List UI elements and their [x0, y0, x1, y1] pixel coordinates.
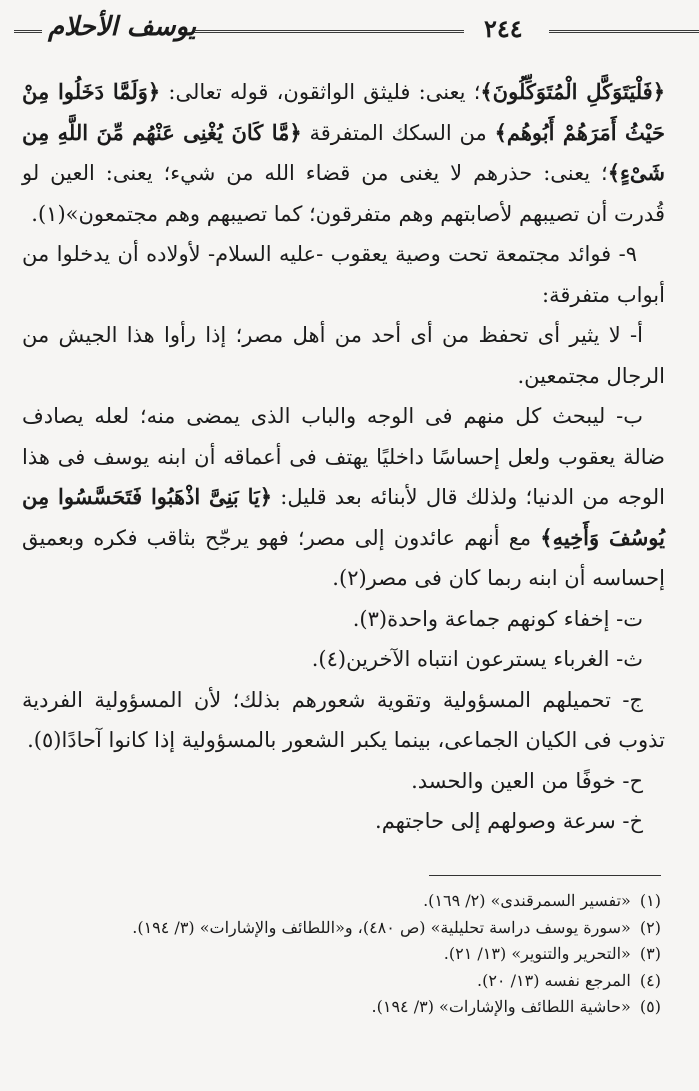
- footnote-ref: (٥): [33, 728, 62, 752]
- text-span: .: [332, 566, 339, 590]
- quran-quote: ﴿يَا بَنِىَّ اذْهَبُوا فَتَحَسَّسُوا مِن يُوسُفَ وَأَخِيهِ﴾: [22, 484, 665, 550]
- footnote-divider: [429, 875, 661, 876]
- text-span: ث- الغرباء يسترعون انتباه الآخرين: [346, 647, 643, 671]
- quran-quote: ﴿وَلَمَّا دَخَلُوا مِنْ حَيْثُ أَمَرَهُمْ أَبُوهُم﴾: [22, 79, 665, 145]
- footnote-text: «سورة يوسف دراسة تحليلية» (ص ٤٨٠)، و«اللطائف والإشارات» (٣/ ١٩٤).: [132, 917, 631, 937]
- text-span: ؛ يعنى: حذرهم لا يغنى من قضاء الله من شيء؛ يعنى: العين لو قُدرت أن تصيبهم لأصابتهم وهم متفرقون؛ كما تصيبهم وهم مجتمعون»: [22, 161, 665, 226]
- list-item-kh: خ- سرعة وصولهم إلى حاجتهم.: [375, 809, 643, 833]
- footnote-ref: (٢): [338, 566, 367, 590]
- text-span: مع أنهم عائدون إلى مصر؛ فهو يرجّح بثاقب فكره وبعميق إحساسه أن ابنه ربما كان فى مصر: [22, 525, 665, 590]
- main-text: [22, 72, 665, 842]
- running-title: يوسف الأحلام: [48, 12, 197, 42]
- footnote-text: المرجع نفسه (١٣/ ٢٠).: [477, 970, 631, 990]
- list-item-h: ح- خوفًا من العين والحسد.: [411, 768, 643, 793]
- text-span: ب- ليبحث كل منهم فى الوجه والباب الذى يمضى منه؛ لعله يصادف ضالة يعقوب ولعل إحساسًا داخليًا يهتف فى أعماقه أن ابنه يوسف فى هذا الوجه من الدنيا؛ ولذلك قال لأبنائه بعد قليل:: [22, 404, 665, 509]
- footnote-text: «تفسير السمرقندى» (٢/ ١٦٩).: [423, 891, 631, 910]
- text-span: من السكك المتفرقة: [301, 120, 495, 145]
- footnote-ref: (١): [37, 201, 66, 226]
- header-rule-left: [14, 30, 42, 33]
- quran-quote: ﴿فَلْيَتَوَكَّلِ الْمُتَوَكِّلُونَ﴾: [480, 79, 665, 104]
- text-span: .: [27, 728, 34, 752]
- footnote-5: [30, 994, 661, 1021]
- header-rule-right: [549, 30, 699, 33]
- paragraph-1: [22, 72, 665, 234]
- text-span: .: [352, 606, 360, 631]
- footnote-number: (٣): [639, 944, 661, 963]
- text-span: .: [31, 201, 38, 226]
- text-span: .: [311, 647, 319, 671]
- list-item-th: [22, 639, 665, 680]
- list-item-b: [22, 396, 665, 599]
- footnote-text: «التحرير والتنوير» (١٣/ ٢١).: [443, 944, 631, 963]
- footnote-ref: (٤): [318, 647, 347, 671]
- list-item-j: [22, 680, 665, 761]
- header-rule-middle: [194, 30, 464, 33]
- page-number: ٢٤٤: [484, 14, 523, 43]
- paragraph-2: ٩- فوائد مجتمعة تحت وصية يعقوب -عليه السلام- لأولاده أن يدخلوا من أبواب متفرقة:: [22, 242, 665, 307]
- footnote-1: [30, 888, 661, 915]
- text-span: ؛ يعنى: فليثق الواثقون، قوله تعالى:: [160, 80, 481, 104]
- text-span: ج- تحميلهم المسؤولية وتقوية شعورهم بذلك؛ لأن المسؤولية الفردية تذوب فى الكيان الجماعى، بينما يكبر الشعور بالمسؤولية إذا كانوا آحادًا: [22, 687, 665, 752]
- footnote-ref: (٣): [359, 606, 388, 631]
- footnote-number: (٥): [639, 997, 661, 1016]
- list-item-t: [22, 599, 665, 640]
- footnote-4: [30, 968, 661, 995]
- footnote-3: [30, 941, 661, 968]
- quran-quote: ﴿مَّا كَانَ يُغْنِى عَنْهُم مِّنَ اللَّهِ مِن شَىْءٍ﴾: [22, 119, 665, 185]
- footnote-number: (١): [639, 891, 661, 910]
- footnote-number: (٢): [639, 917, 661, 937]
- footnote-text: «حاشية اللطائف والإشارات» (٣/ ١٩٤).: [371, 997, 631, 1016]
- footnotes: [30, 875, 661, 1021]
- footnote-number: (٤): [639, 970, 661, 990]
- footnote-2: [30, 915, 661, 942]
- list-item-a: أ- لا يثير أى تحفظ من أى أحد من أهل مصر؛ إذا رأوا هذا الجيش من الرجال مجتمعين.: [22, 323, 665, 388]
- page-header: [14, 12, 681, 56]
- text-span: ت- إخفاء كونهم جماعة واحدة: [387, 606, 643, 631]
